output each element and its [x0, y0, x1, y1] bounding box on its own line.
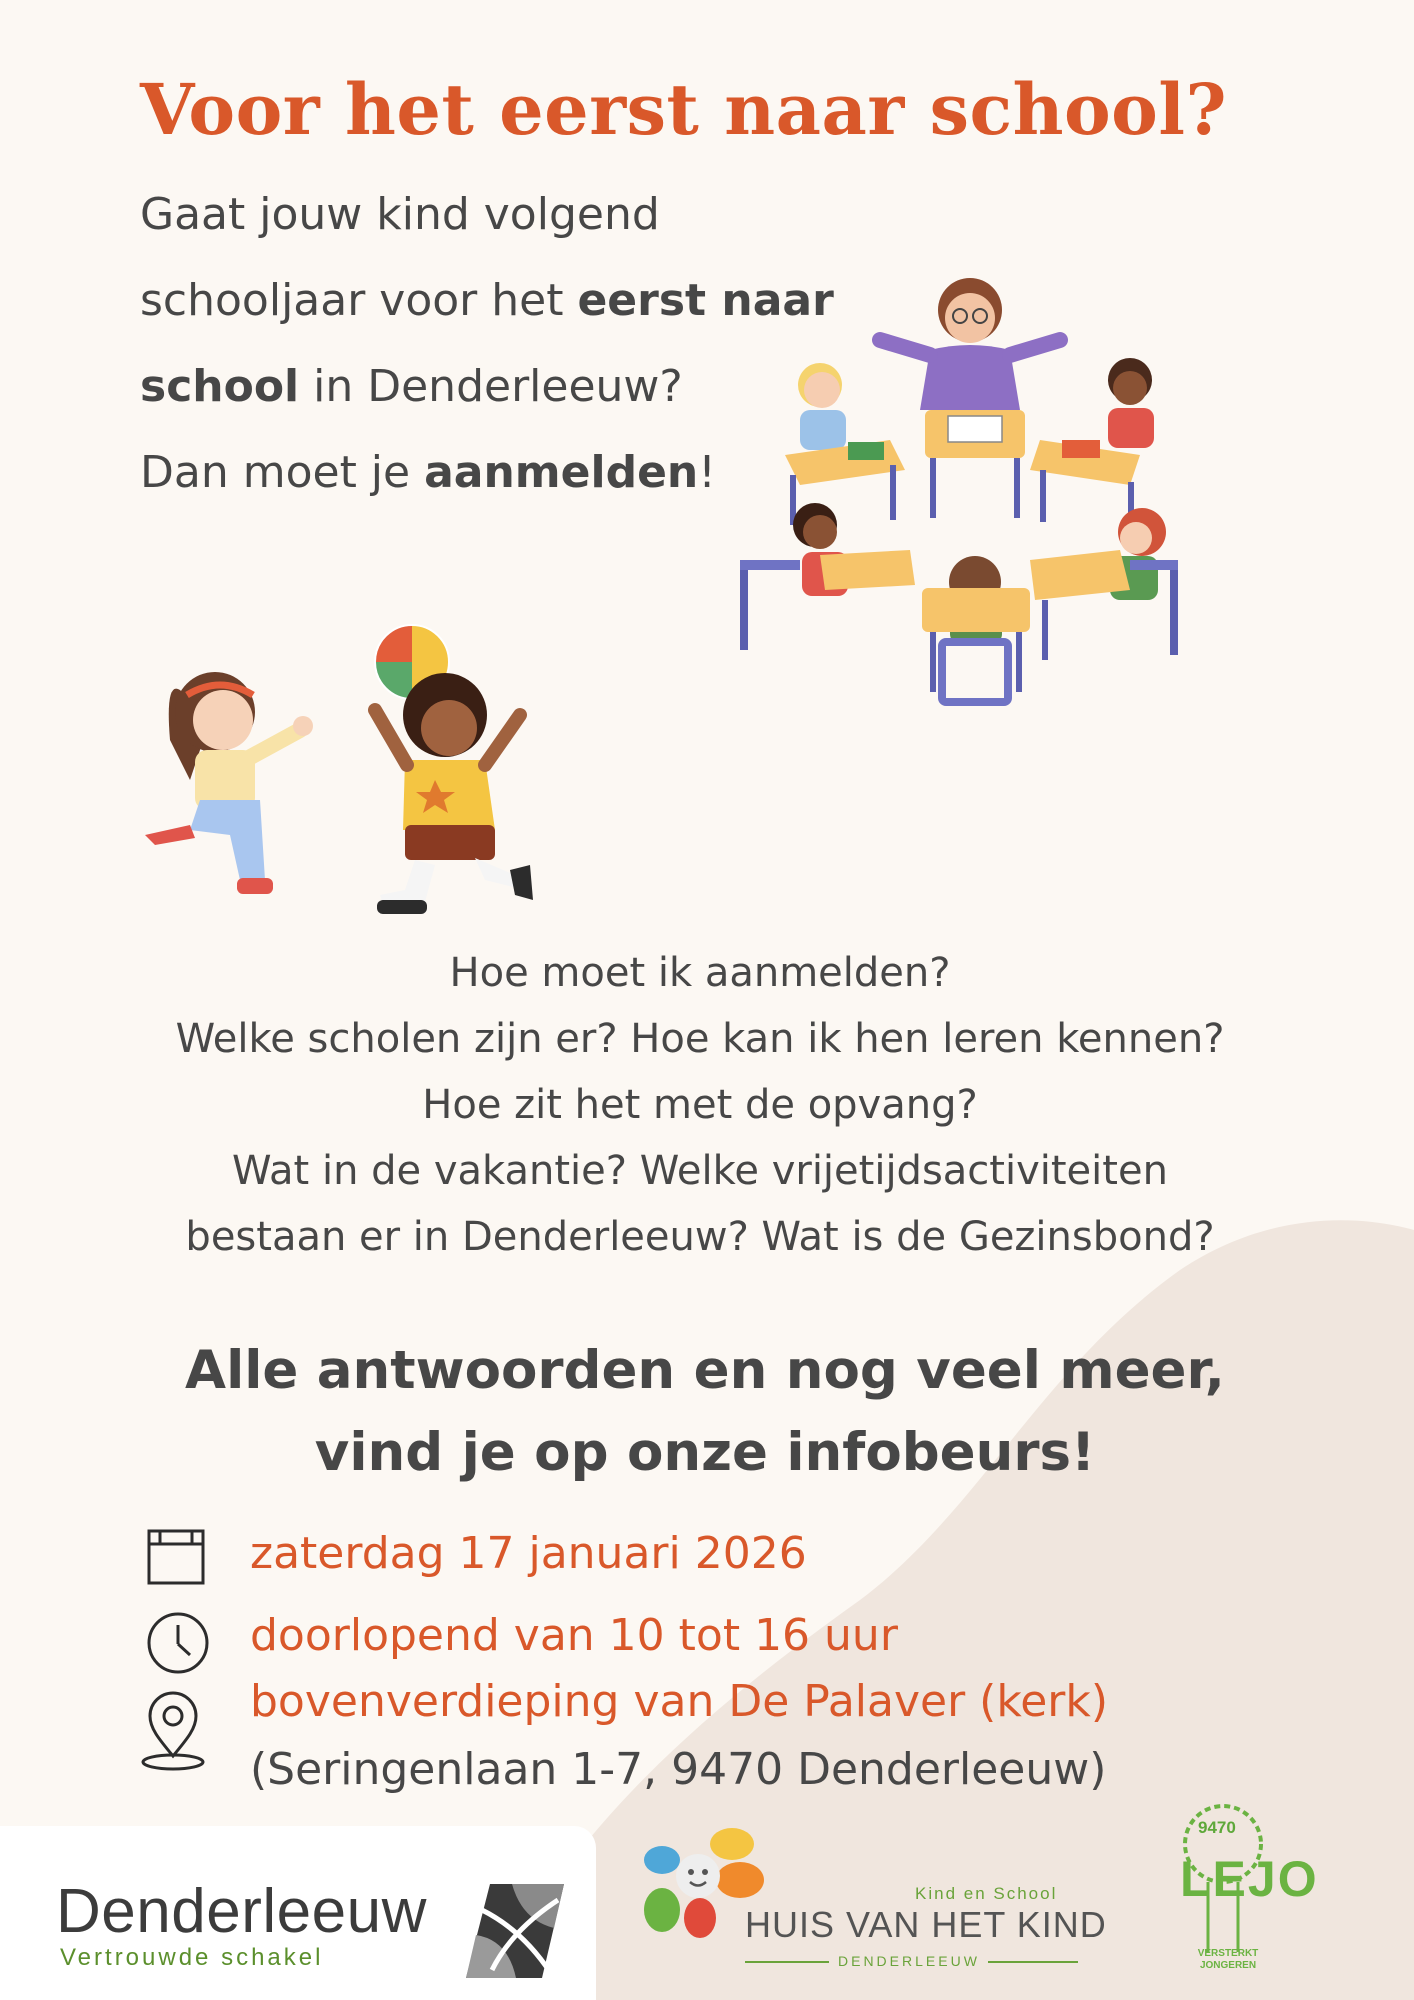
intro-bold-span: school	[140, 361, 300, 412]
event-time: doorlopend van 10 tot 16 uur	[250, 1610, 898, 1661]
intro-text-span: in Denderleeuw?	[299, 361, 683, 412]
question-line: Wat in de vakantie? Welke vrijetijdsactiviteiten	[232, 1148, 1168, 1194]
intro-text-span: schooljaar voor het	[140, 275, 578, 326]
question-line: bestaan er in Denderleeuw? Wat is de Gezinsbond?	[185, 1214, 1215, 1260]
calendar-icon	[146, 1528, 206, 1586]
huis-van-het-kind-top-label: Kind en School	[915, 1884, 1058, 1903]
huis-van-het-kind-rule	[745, 1961, 829, 1963]
intro-bold-span: aanmelden	[424, 447, 699, 498]
clock-icon	[146, 1611, 210, 1675]
question-line: Hoe moet ik aanmelden?	[449, 950, 951, 996]
lejo-number: 9470	[1198, 1818, 1236, 1837]
answer-line-1: Alle antwoorden en nog veel meer,	[185, 1340, 1225, 1401]
answer-heading	[120, 1330, 1290, 1494]
denderleeuw-logo-tagline: Vertrouwde schakel	[60, 1944, 324, 1971]
denderleeuw-logo-mark	[462, 1880, 568, 1982]
huis-van-het-kind-subtitle: DENDERLEEUW	[838, 1953, 980, 1969]
intro-line-1: Gaat jouw kind volgend	[140, 189, 660, 240]
intro-text-span: !	[698, 447, 716, 498]
huis-van-het-kind-name: HUIS VAN HET KIND	[745, 1904, 1107, 1945]
event-location: bovenverdieping van De Palaver (kerk)	[250, 1676, 1109, 1727]
classroom-illustration	[730, 270, 1210, 730]
lejo-tagline-1: VERSTERKT	[1197, 1948, 1259, 1959]
question-line: Welke scholen zijn er? Hoe kan ik hen leren kennen?	[175, 1016, 1225, 1062]
event-date: zaterdag 17 januari 2026	[250, 1528, 807, 1579]
huis-van-het-kind-rule	[988, 1961, 1078, 1963]
intro-text-span: Dan moet je	[140, 447, 425, 498]
event-address: (Seringenlaan 1-7, 9470 Denderleeuw)	[250, 1744, 1107, 1795]
denderleeuw-logo-name: Denderleeuw	[56, 1877, 427, 1946]
page-title: Voor het eerst naar school?	[140, 68, 1227, 151]
lejo-name: LEJO	[1180, 1851, 1319, 1907]
question-line: Hoe zit het met de opvang?	[422, 1082, 978, 1128]
playing-children-illustration	[135, 620, 635, 925]
intro-bold-span: eerst naar	[577, 275, 834, 326]
lejo-tagline-2: JONGEREN	[1199, 1960, 1257, 1971]
answer-line-2: vind je op onze infobeurs!	[314, 1422, 1096, 1483]
lejo-tagline	[1186, 1948, 1270, 1972]
questions-block	[120, 940, 1280, 1270]
location-pin-icon	[138, 1690, 208, 1772]
